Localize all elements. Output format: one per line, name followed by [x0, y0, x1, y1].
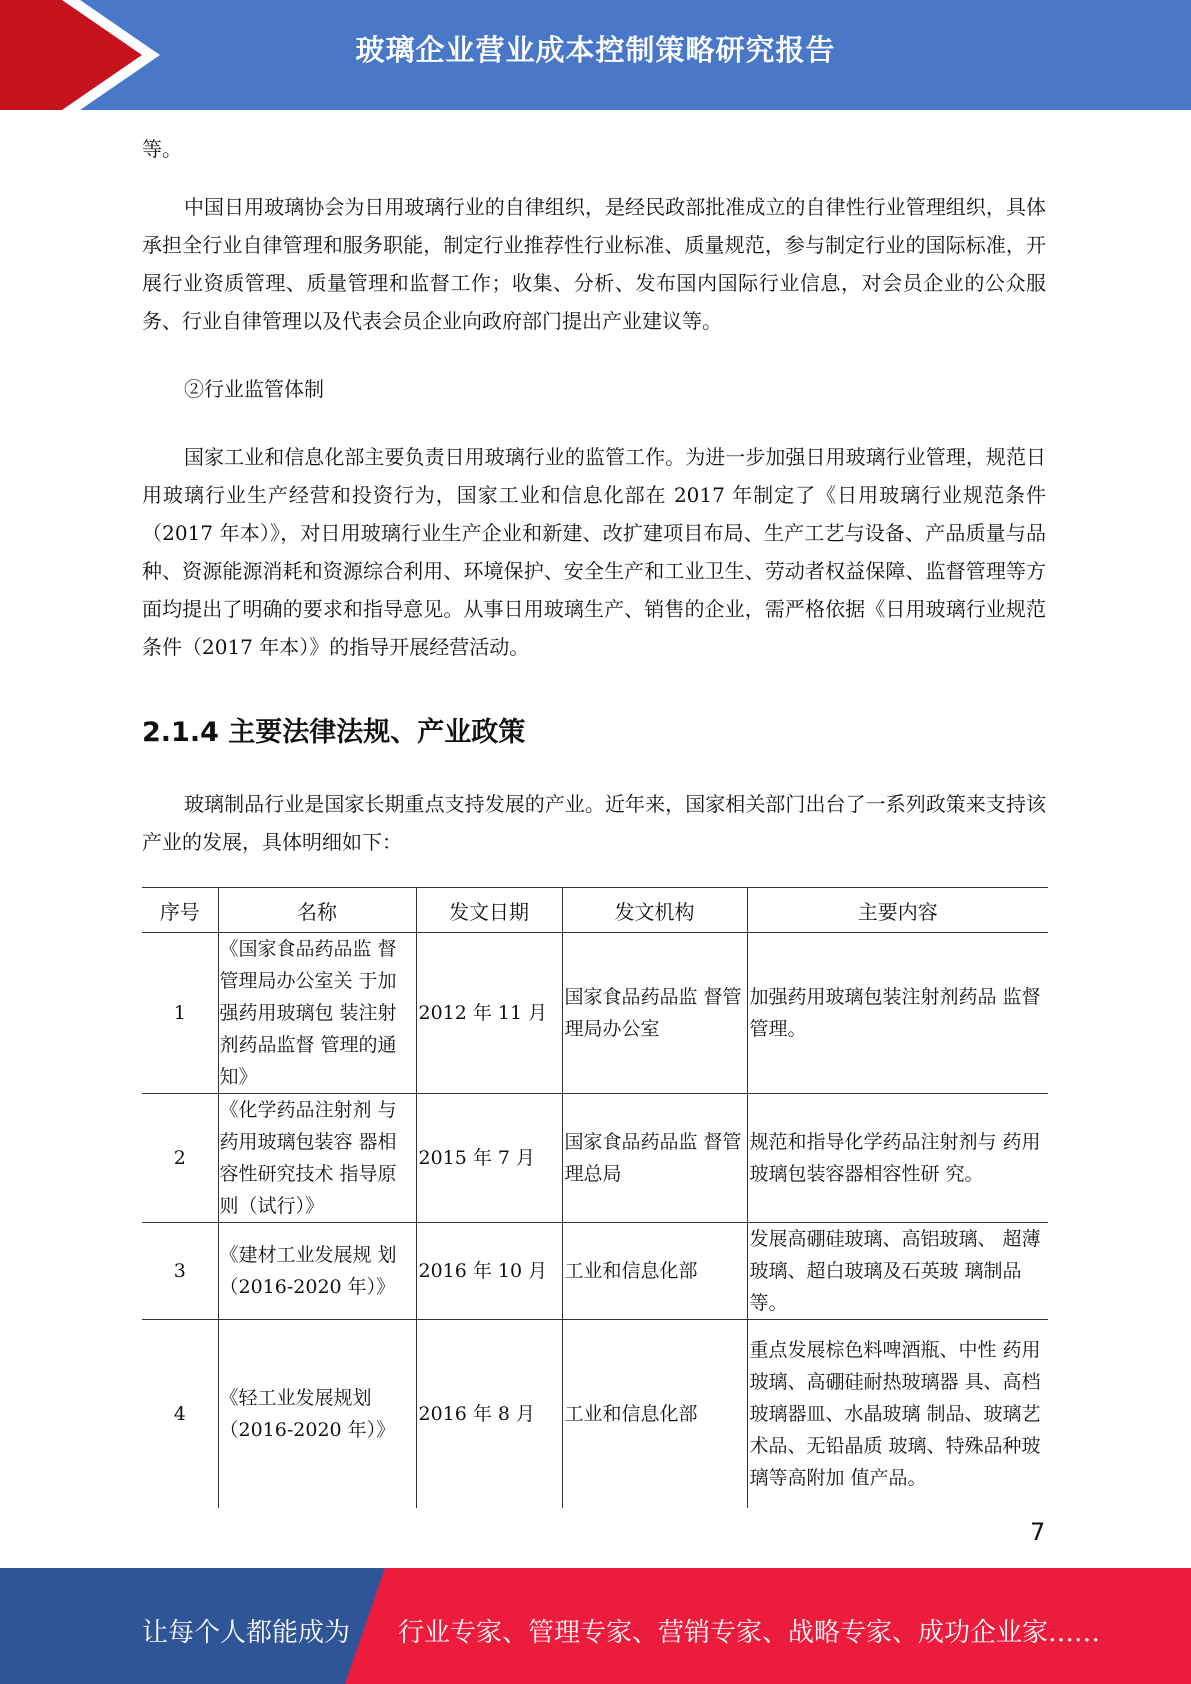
policy-table [142, 887, 1048, 1508]
cell-name: 《建材工业发展规 划（2016-2020 年）》 [218, 1223, 416, 1320]
header-cell-agency: 发文机构 [562, 888, 747, 933]
body-text [142, 130, 1046, 666]
cell-name: 《国家食品药品监 督管理局办公室关 于加强药用玻璃包 装注射剂药品监督 管理的通知》 [218, 933, 416, 1094]
cell-name: 《化学药品注射剂 与药用玻璃包装容 器相容性研究技术 指导原则（试行）》 [218, 1094, 416, 1223]
cell-name: 《轻工业发展规划（2016-2020 年）》 [218, 1320, 416, 1508]
cell-number: 4 [173, 1402, 186, 1425]
header-cell-content: 主要内容 [747, 888, 1048, 933]
page-header [0, 0, 1191, 110]
subheading-regulatory-system: ②行业监管体制 [184, 377, 324, 401]
cell-number: 2 [142, 1094, 218, 1223]
cell-date: 2016 年 10 月 [416, 1223, 562, 1320]
page-number: 7 [1030, 1518, 1046, 1546]
footer-slogan-right: 行业专家、管理专家、营销专家、战略专家、成功企业家…… [398, 1618, 1101, 1648]
section-intro-block [142, 785, 1046, 861]
cell-agency: 国家食品药品监 督管理局办公室 [562, 933, 747, 1094]
paragraph-association: 中国日用玻璃协会为日用玻璃行业的自律组织，是经民政部批准成立的自律性行业管理组织，具体承担全行业自律管理和服务职能，制定行业推荐性行业标准、质量规范，参与制定行业的国际标准，开展行业资质管理、质量管理和监督工作；收集、分析、发布国内国际行业信息，对会员企业的公众服务、行业自律管理以及代表会员企业向政府部门提出产业建议等。 [142, 195, 1046, 333]
cell-date: 2016 年 8 月 [416, 1320, 562, 1508]
cell-content: 重点发展棕色料啤酒瓶、中性 药用玻璃、高硼硅耐热玻璃器 具、高档玻璃器皿、水晶玻璃 制品、玻璃艺术品、无铅晶质 玻璃、特殊品种玻璃等高附加 值产品。 [747, 1320, 1048, 1508]
cell-number: 1 [142, 933, 218, 1094]
table-row [142, 933, 1048, 1094]
cell-content: 规范和指导化学药品注射剂与 药用玻璃包装容器相容性研 究。 [747, 1094, 1048, 1223]
cell-number: 3 [142, 1223, 218, 1320]
paragraph-continuation: 等。 [142, 137, 182, 161]
table-row [142, 1320, 1048, 1508]
cell-agency: 工业和信息化部 [562, 1223, 747, 1320]
cell-agency: 工业和信息化部 [562, 1320, 747, 1508]
header-cell-date: 发文日期 [416, 888, 562, 933]
cell-content: 发展高硼硅玻璃、高铝玻璃、 超薄玻璃、超白玻璃及石英玻 璃制品等。 [747, 1223, 1048, 1320]
cell-date: 2012 年 11 月 [416, 933, 562, 1094]
table-row [142, 1094, 1048, 1223]
table-row [142, 1223, 1048, 1320]
footer-slogan-left: 让每个人都能成为 [142, 1618, 351, 1648]
section-intro: 玻璃制品行业是国家长期重点支持发展的产业。近年来，国家相关部门出台了一系列政策来支持该产业的发展，具体明细如下： [142, 792, 1046, 854]
cell-agency: 国家食品药品监 督管理总局 [562, 1094, 747, 1223]
table-header-row [142, 888, 1048, 933]
cell-date: 2015 年 7 月 [416, 1094, 562, 1223]
cell-content: 加强药用玻璃包装注射剂药品 监督管理。 [747, 933, 1048, 1094]
section-heading: 2.1.4 主要法律法规、产业政策 [142, 717, 526, 748]
paragraph-regulation: 国家工业和信息化部主要负责日用玻璃行业的监管工作。为进一步加强日用玻璃行业管理，规范日用玻璃行业生产经营和投资行为，国家工业和信息化部在 2017 年制定了《日用玻璃行业规范条件（2017 年本）》，对日用玻璃行业生产企业和新建、改扩建项目布局、生产工艺与设备、产品质量与品种、资源能源消耗和资源综合利用、环境保护、安全生产和工业卫生、劳动者权益保障、监督管理等方面均提出了明确的要求和指导意见。从事日用玻璃生产、销售的企业，需严格依据《日用玻璃行业规范条件（2017 年本）》的指导开展经营活动。 [142, 445, 1046, 659]
report-title: 玻璃企业营业成本控制策略研究报告 [355, 33, 836, 67]
page-footer [0, 1568, 1191, 1684]
header-cell-number: 序号 [142, 888, 218, 933]
header-cell-name: 名称 [218, 888, 416, 933]
